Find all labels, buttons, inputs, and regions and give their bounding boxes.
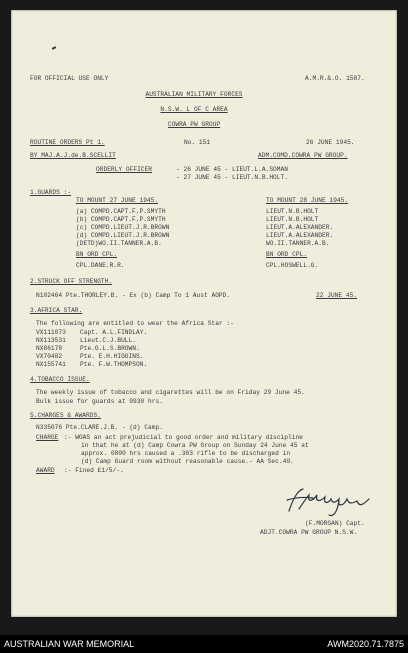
guard-right-row: LIEUT.N.B.HOLT [266, 208, 319, 215]
guard-left-row: (DETD)WO.II.TANNER.A.B. [76, 240, 162, 247]
orderly-officer-line-1: - 26 JUNE 45 - LIEUT.L.A.SOMAN [176, 166, 288, 173]
charge-label: CHARGE [36, 434, 59, 441]
charge-text-line: (d) Camp Guard room without reasonable cause.- AA Sec.40. [81, 458, 294, 465]
guards-left-title: TO MOUNT 27 JUNE 1945. [76, 197, 159, 204]
guard-right-row: LIEUT.N.B.HOLT [266, 216, 319, 223]
africa-star-intro: The following are entitled to wear the Africa Star :- [36, 320, 234, 327]
force-title: AUSTRALIAN MILITARY FORCES [145, 91, 243, 98]
charged-person: N335076 Pte.CLARE.J.B. - (d) Camp. [36, 424, 163, 431]
africa-star-name: Pte.G.L.S.BROWN. [80, 345, 140, 352]
footer-accession-number: AWM2020.71.7875 [327, 639, 404, 649]
charge-text-line: :- WOAS an act prejudicial to good order and military discipline [64, 434, 303, 441]
africa-star-number: NX86178 [36, 345, 63, 352]
guard-right-row: WO.II.TANNER.A.B. [266, 240, 330, 247]
handwritten-signature [283, 485, 373, 519]
struck-off-line: N102464 Pte.THORLEY.B. - Ex (b) Camp To 1 Aust AOPD. [36, 292, 231, 299]
africa-star-name: Pte. E.H.HIGGINS. [80, 353, 144, 360]
tobacco-heading: 4.TOBACCO ISSUE. [30, 376, 90, 383]
africa-star-number: VX111073 [36, 329, 66, 336]
area-title: N.S.W. L OF C AREA [160, 106, 228, 113]
guard-right-row: BN ORD CPL. [266, 251, 308, 258]
orderly-officer-line-2: - 27 JUNE 45 - LIEUT.N.B.HOLT. [176, 174, 288, 181]
struck-off-date: 22 JUNE 45. [316, 292, 358, 299]
order-number: No. 151 [184, 139, 211, 146]
award-label: AWARD [36, 467, 55, 474]
guard-left-row: (b) COMPD.CAPT.F.P.SMYTH [76, 216, 166, 223]
guards-right-title: TO MOUNT 28 JUNE 1945. [266, 197, 349, 204]
guard-left-row: BN ORD CPL. [76, 251, 118, 258]
guard-left-row: (d) COMPD.LIEUT.J.R.BROWN [76, 232, 170, 239]
guards-heading: 1.GUARDS :- [30, 189, 72, 196]
guard-right-row: LIEUT.A.ALEXANDER. [266, 232, 334, 239]
africa-star-number: NX113531 [36, 337, 66, 344]
form-reference: A.M.R.&.O. 1587. [305, 75, 365, 82]
africa-star-number: VX70482 [36, 353, 63, 360]
tobacco-line-1: The weekly issue of tobacco and cigarettes will be on Friday 29 June 45. [36, 389, 305, 396]
tobacco-line-2: Bulk issue for guards at 0930 hrs. [36, 398, 163, 405]
charges-heading: 5.CHARGES & AWARDS. [30, 412, 101, 419]
order-date: 26 JUNE 1945. [306, 139, 355, 146]
orderly-officer-label: ORDERLY OFFICER [96, 166, 152, 173]
struck-off-heading: 2.STRUCK OFF STRENGTH. [30, 278, 113, 285]
guard-right-row: LIEUT.A.ALEXANDER. [266, 224, 334, 231]
guard-left-row: (a) COMPD.CAPT.F.P.SMYTH [76, 208, 166, 215]
africa-star-number: NX155741 [36, 361, 66, 368]
africa-star-name: Capt. A.L.FINDLAY. [80, 329, 148, 336]
africa-star-name: Pte. F.W.THOMPSON. [80, 361, 148, 368]
africa-star-heading: 3.AFRICA STAR. [30, 307, 83, 314]
administrative-command: ADM.COMD.COWRA PW GROUP. [258, 152, 348, 159]
guard-left-row: (c) COMPD.LIEUT.J.R.BROWN [76, 224, 170, 231]
official-use-label: FOR OFFICIAL USE ONLY [30, 75, 109, 82]
guard-left-row: CPL.DANE.R.R. [76, 262, 125, 269]
archive-footer [0, 635, 408, 653]
charge-text-line: approx. 0800 hrs caused a .303 rifle to be discharged in [81, 450, 291, 457]
order-title: ROUTINE ORDERS Pt 1. [30, 139, 105, 146]
signatory-name: (F.MORGAN) Capt. [305, 520, 365, 527]
footer-source: AUSTRALIAN WAR MEMORIAL [4, 639, 135, 649]
africa-star-name: Lieut.C.J.BULL. [80, 337, 136, 344]
issued-by: BY MAJ.A.J.de.B.SCELLIT [30, 152, 116, 159]
group-title: COWRA PW GROUP [167, 121, 221, 128]
signatory-role: ADJT.COWRA PW GROUP N.S.W. [260, 529, 358, 536]
award-text: :- Fined £1/5/-. [64, 467, 124, 474]
charge-text-line: in that he at (d) Camp Cowra PW Group on Sunday 24 June 45 at [81, 442, 309, 449]
guard-right-row: CPL.HOSWELL.G. [266, 262, 319, 269]
